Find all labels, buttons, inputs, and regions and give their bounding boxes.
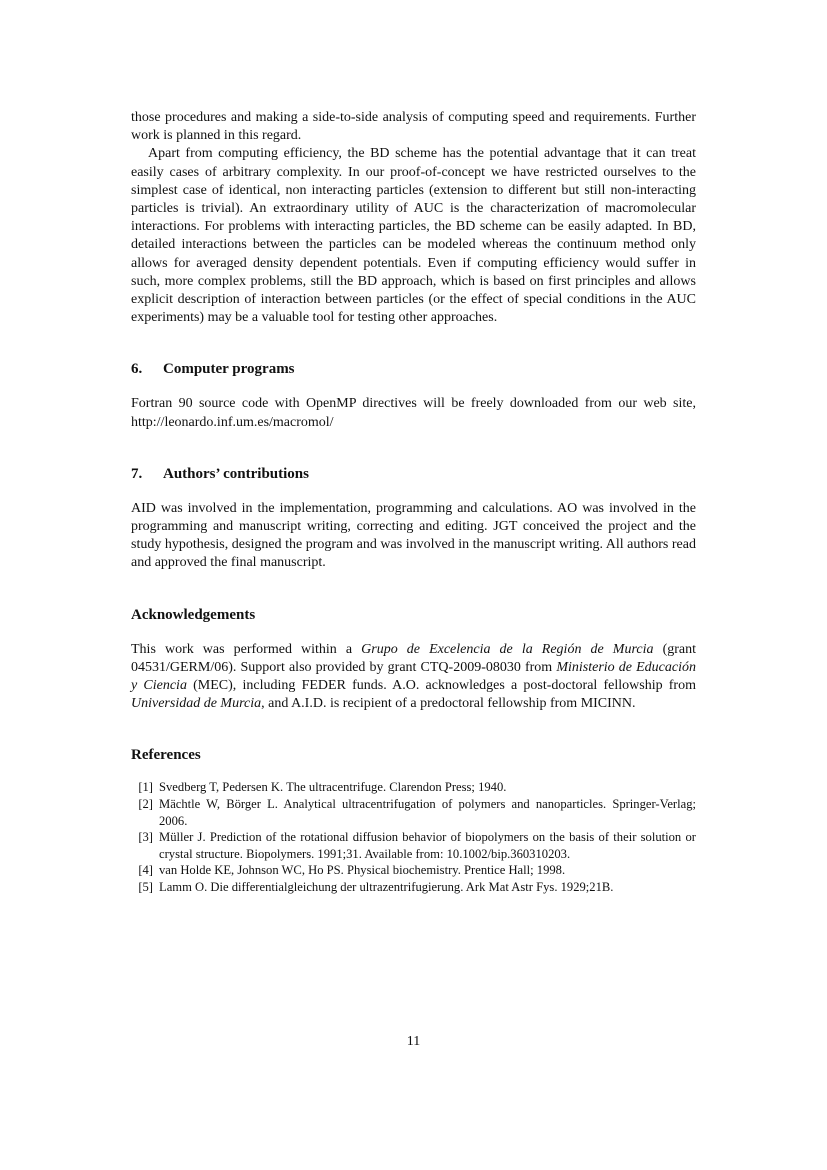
reference-item [131, 796, 696, 829]
reference-text: Lamm O. Die differentialgleichung der ultrazentrifugierung. Ark Mat Astr Fys. 1929;21B. [159, 880, 614, 895]
section-number: 7. [131, 465, 143, 482]
section-title: Authors’ contributions [163, 465, 309, 482]
computer-programs-paragraph: Fortran 90 source code with OpenMP directives will be freely downloaded from our web site, http://leonardo.inf.um.es/macromol/ [131, 396, 696, 430]
section-title: Computer programs [163, 361, 295, 378]
reference-item [131, 779, 696, 796]
ack-italic-ministerio: Ministerio de Educación y Ciencia [131, 659, 696, 694]
ack-text: (MEC), including FEDER funds. A.O. acknowledges a post-doctoral fellowship from [186, 678, 696, 694]
page-number: 11 [406, 1034, 421, 1049]
ack-italic-grupo: Grupo de Excelencia de la Región de Murcia [361, 641, 654, 657]
reference-number: [2] [138, 797, 153, 812]
reference-number: [5] [138, 880, 153, 895]
body-paragraph-continued: those procedures and making a side-to-side analysis of computing speed and requirements. Further work is planned in this regard. [131, 110, 696, 144]
ack-text: This work was performed within a [131, 641, 362, 657]
reference-text: Müller J. Prediction of the rotational diffusion behavior of biopolymers on the basis of their solution or crystal structure. Biopolymers. 1991;31. Available from: 10.1002/bip.360310203. [159, 830, 696, 861]
authors-contributions-paragraph: AID was involved in the implementation, programming and calculations. AO was involved in the programming and manuscript writing, correcting and editing. JGT conceived the project and the study hypothesis, designed the program and was involved in the manuscript writing. All authors read and approved the final manuscript. [131, 500, 696, 571]
reference-text: Mächtle W, Börger L. Analytical ultracentrifugation of polymers and nanoparticles. Springer-Verlag; 2006. [159, 797, 696, 828]
reference-item [131, 879, 696, 896]
section-heading-references: References [131, 747, 201, 764]
reference-list [131, 779, 696, 895]
section-heading-computer-programs [131, 359, 696, 379]
reference-text: Svedberg T, Pedersen K. The ultracentrifuge. Clarendon Press; 1940. [159, 780, 507, 795]
ack-text: (grant 04531/GERM/06). Support also provided by grant CTQ-2009-08030 from [131, 641, 696, 675]
section-heading-authors-contributions [131, 464, 696, 484]
reference-item [131, 829, 696, 862]
reference-number: [1] [138, 780, 153, 795]
reference-text: van Holde KE, Johnson WC, Ho PS. Physical biochemistry. Prentice Hall; 1998. [159, 863, 566, 878]
reference-number: [4] [138, 863, 153, 878]
page-content [131, 109, 696, 896]
body-paragraph-bd-scheme: Apart from computing efficiency, the BD scheme has the potential advantage that it can treat easily cases of arbitrary complexity. In our proof-of-concept we have restricted ourselves to the simplest case of identical, non interacting particles (extension to different but still non-interacting particles is trivial). An extraordinary utility of AUC is the characterization of macromolecular interactions. For problems with interacting particles, the BD scheme can be easily adapted. In BD, detailed interactions between the particles can be modeled whereas the continuum method only allows for averaged density dependent potentials. Even if computing efficiency would suffer in such, more complex problems, still the BD approach, which is based on first principles and allows explicit description of interaction between particles (or the effect of special conditions in the AUC experiments) may be a valuable tool for testing other approaches. [131, 146, 696, 326]
section-heading-acknowledgements: Acknowledgements [131, 606, 256, 623]
ack-italic-universidad: Universidad de Murcia [131, 696, 262, 712]
acknowledgements-paragraph [131, 641, 696, 714]
reference-number: [3] [138, 830, 153, 845]
reference-item [131, 862, 696, 879]
ack-text: , and A.I.D. is recipient of a predoctoral fellowship from MICINN. [261, 696, 636, 712]
section-number: 6. [131, 361, 143, 378]
